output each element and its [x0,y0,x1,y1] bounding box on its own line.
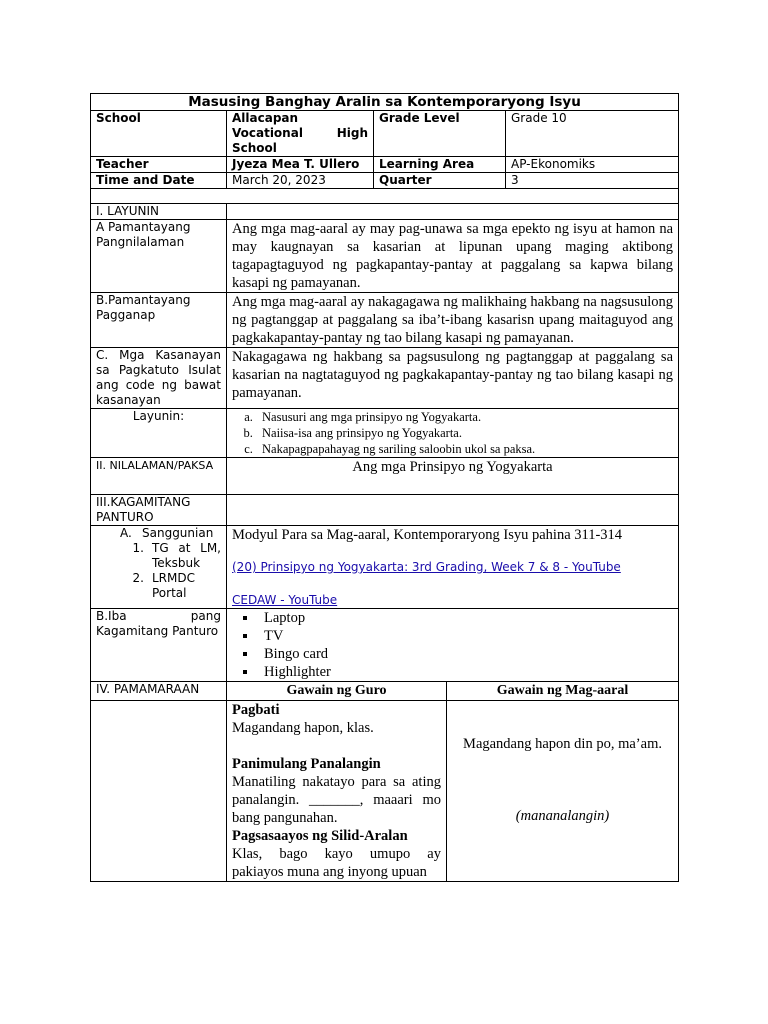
grade-level-label: Grade Level [374,111,506,157]
quarter-value: 3 [506,173,679,189]
objectives-list [232,409,673,457]
sanggunian-label: Sanggunian [142,526,214,540]
gawain-mag-aaral-header: Gawain ng Mag-aaral [447,682,679,701]
pamantayang-pagganap-label: B.Pamantayang Pagganap [91,293,227,348]
panalangin-text: Manatiling nakatayo para sa ating panalangin. _______, maaari mo bang pangunahan. [232,774,441,826]
iba-pang-kagamitan-cell [227,609,679,682]
gawain-guro-cell [227,701,447,882]
modyul-reference: Modyul Para sa Mag-aaral, Kontemporaryong Isyu pahina 311-314 [232,527,623,543]
pamantayang-pangnilalaman-label: A Pamantayang Pangnilalaman [91,220,227,293]
time-date-label: Time and Date [91,173,227,189]
kagamitan-label: III.KAGAMITANG PANTURO [91,495,227,526]
kagamitan-item: ▪ TV [258,627,673,645]
pamantayang-pangnilalaman-text: Ang mga mag-aaral ay may pag-unawa sa mga epekto ng isyu at hamon na may kaugnayan sa kasarian at lipunan upang maging aktibong tagapagtaguyod ng pagkapantay-pantay at paggalang sa kapwa bilang kasapi ng pamayanan. [227,220,679,293]
gawain-mag-aaral-cell [447,701,679,882]
school-value: Allacapan Vocational High School [227,111,374,157]
nilalaman-label: II. NILALAMAN/PAKSA [91,458,227,495]
objective-item: b. Naiisa-isa ang prinsipyo ng Yogyakarta. [256,425,673,441]
pamantayang-pagganap-text: Ang mga mag-aaral ay nakagagawa ng malikhaing hakbang na nagsusulong ng pagtanggap at paggalang sa iba’t-ibang kasarisn upang maitaguyod ang pagkakapantay-pantay ng tao bilang kasapi ng pamayanan. [227,293,679,348]
kagamitan-blank [227,495,679,526]
sanggunian-subitem: 1. TG at LM, Teksbuk [132,541,221,570]
objective-item: a. Nasusuri ang mga prinsipyo ng Yogyakarta. [256,409,673,425]
lesson-plan-table [90,93,679,882]
teacher-label: Teacher [91,157,227,173]
learning-area-label: Learning Area [374,157,506,173]
document-title: Masusing Banghay Aralin sa Kontemporaryong Isyu [91,94,679,111]
sanggunian-sublist [96,541,221,601]
lesson-plan-document [90,93,678,882]
sanggunian-content [227,526,679,609]
youtube-link-cedaw[interactable]: CEDAW - YouTube [232,593,338,607]
spacer-row [91,189,679,204]
panalangin-reply: (mananalangin) [515,808,610,824]
silid-aralan-title: Pagsasaayos ng Silid-Aralan [232,828,408,844]
pamamaraan-blank [91,701,227,882]
pagbati-title: Pagbati [232,702,280,718]
silid-aralan-text: Klas, bago kayo umupo ay pakiayos muna ang inyong upuan [232,846,441,880]
layunin-heading-blank [227,204,679,220]
objective-item: c. Nakapagpapahayag ng sariling saloobin ukol sa paksa. [256,441,673,457]
kagamitan-item: ▪ Bingo card [258,645,673,663]
gawain-guro-header: Gawain ng Guro [227,682,447,701]
school-label: School [91,111,227,157]
quarter-label: Quarter [374,173,506,189]
kasanayan-text: Nakagagawa ng hakbang sa pagsusulong ng pagtanggap at paggalang sa kasarian na nagtataguyod ng pagkakapantay-pantay ng tao bilang kasapi ng pamayanan. [227,348,679,409]
iba-pang-kagamitan-label: B.Iba pang Kagamitang Panturo [91,609,227,682]
kagamitan-item: ▪ Highlighter [258,663,673,681]
sanggunian-cell [91,526,227,609]
kagamitan-item: ▪ Laptop [258,609,673,627]
sanggunian-marker: A. [120,526,132,540]
learning-area-value: AP-Ekonomiks [506,157,679,173]
layunin-heading: I. LAYUNIN [91,204,227,220]
sanggunian-subitem: 2. LRMDC Portal [132,571,195,600]
teacher-value: Jyeza Mea T. Ullero [227,157,374,173]
pagbati-reply: Magandang hapon din po, ma’am. [463,736,662,752]
grade-level-value: Grade 10 [506,111,679,157]
youtube-link-yogyakarta[interactable]: (20) Prinsipyo ng Yogyakarta: 3rd Grading, Week 7 & 8 - YouTube [232,560,621,574]
objectives-cell [227,409,679,458]
pagbati-text: Magandang hapon, klas. [232,720,374,736]
kasanayan-label: C. Mga Kasanayan sa Pagkatuto Isulat ang code ng bawat kasanayan [91,348,227,409]
layunin-objectives-label: Layunin: [91,409,227,458]
kagamitan-list [232,609,673,681]
panalangin-title: Panimulang Panalangin [232,756,381,772]
nilalaman-value: Ang mga Prinsipyo ng Yogyakarta [227,458,679,495]
time-date-value: March 20, 2023 [227,173,374,189]
pamamaraan-label: IV. PAMAMARAAN [91,682,227,701]
